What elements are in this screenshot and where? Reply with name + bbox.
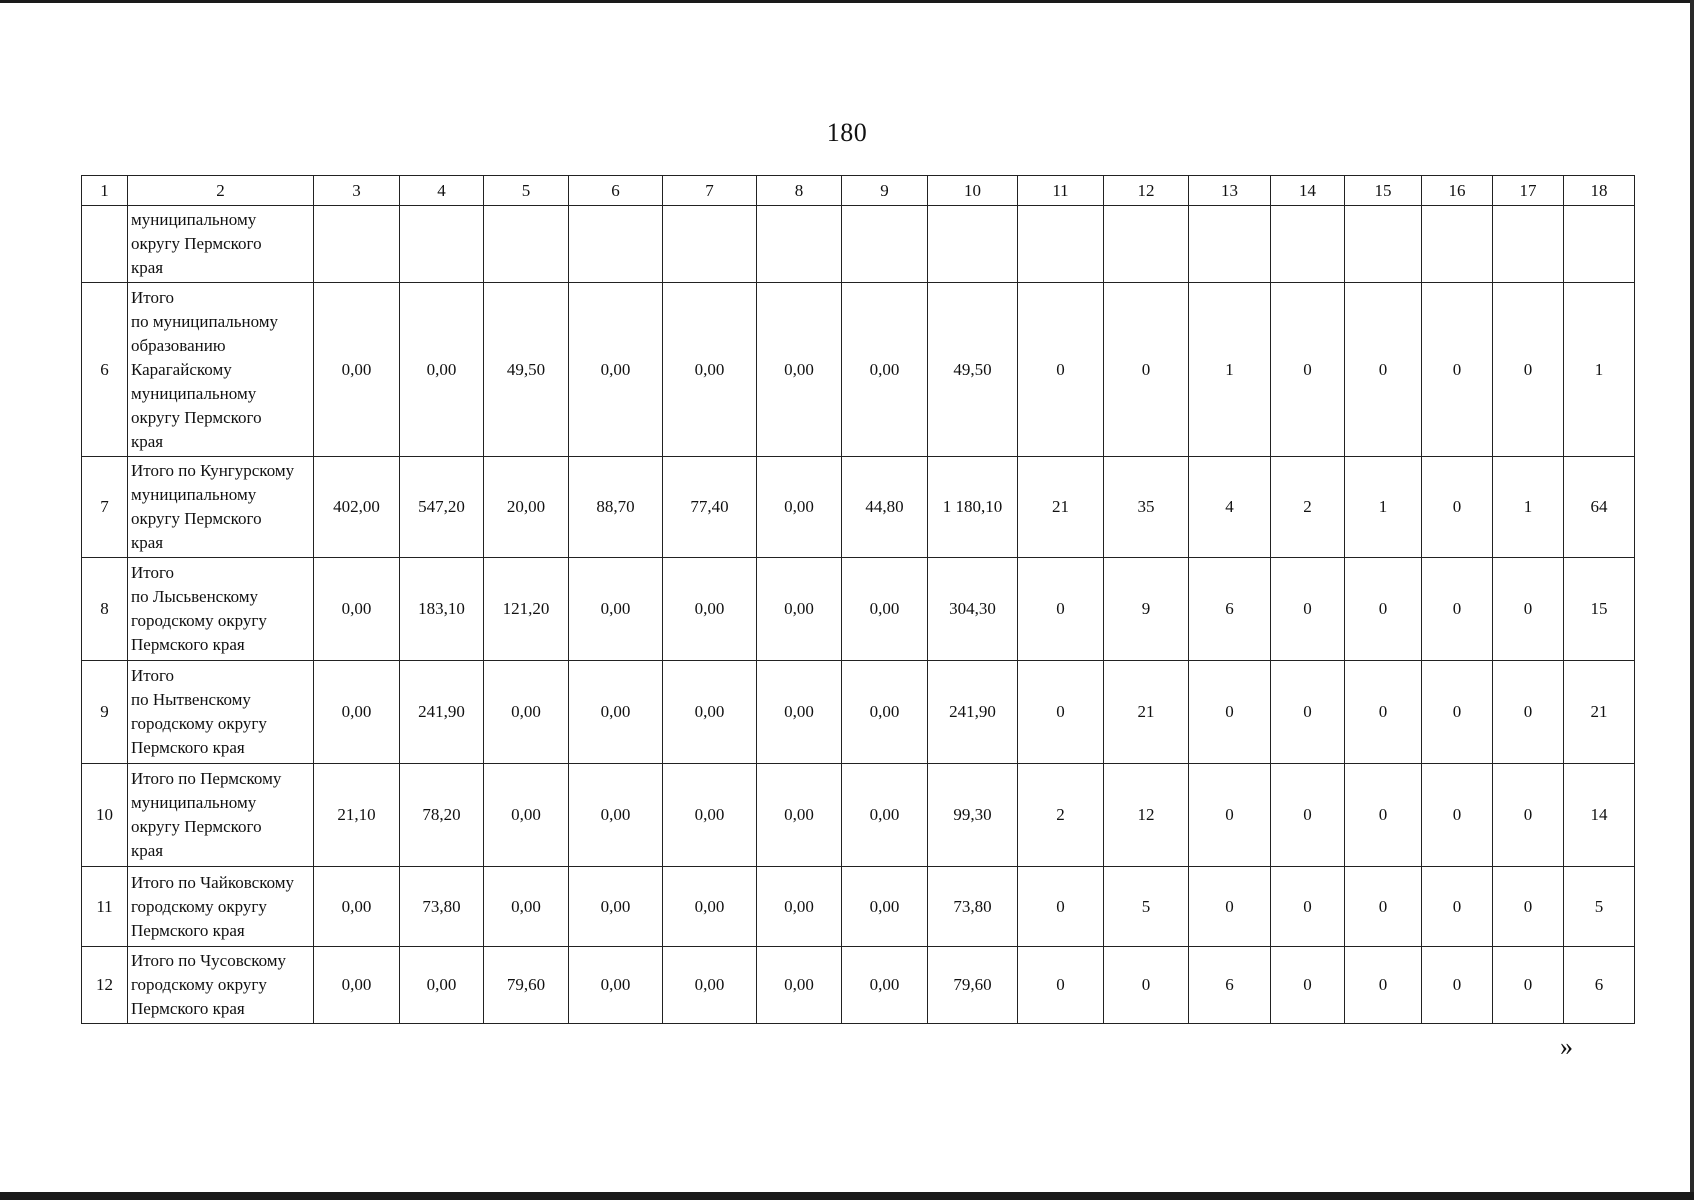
value-cell-col-3: 0,00 [314, 283, 400, 457]
column-number-row [82, 176, 1635, 206]
column-header: 4 [400, 176, 484, 206]
value-cell-col-8: 0,00 [757, 558, 842, 661]
value-cell-col-12: 0 [1104, 283, 1189, 457]
row-name-cell: муниципальному округу Пермского края [128, 206, 314, 283]
page-number: 180 [826, 118, 868, 147]
value-cell-col-5: 121,20 [484, 558, 569, 661]
value-cell-col-17: 0 [1493, 867, 1564, 947]
column-header: 1 [82, 176, 128, 206]
value-cell-col-17: 1 [1493, 457, 1564, 558]
continuation-mark: » [1560, 1032, 1573, 1061]
value-cell-col-13: 6 [1189, 947, 1271, 1024]
value-cell-col-14: 0 [1271, 764, 1345, 867]
value-cell-col-14: 0 [1271, 947, 1345, 1024]
table-row [82, 457, 1635, 558]
value-cell-col-3: 402,00 [314, 457, 400, 558]
value-cell-col-9: 0,00 [842, 867, 928, 947]
row-number-cell: 9 [82, 661, 128, 764]
value-cell-col-11 [1018, 206, 1104, 283]
value-cell-col-7: 77,40 [663, 457, 757, 558]
value-cell-col-11: 0 [1018, 283, 1104, 457]
column-header: 11 [1018, 176, 1104, 206]
scan-edge-top [0, 0, 1694, 3]
value-cell-col-8: 0,00 [757, 764, 842, 867]
column-header: 13 [1189, 176, 1271, 206]
value-cell-col-15: 0 [1345, 283, 1422, 457]
value-cell-col-9: 0,00 [842, 558, 928, 661]
row-name-cell: Итого по Нытвенскому городскому округу Пермского края [128, 661, 314, 764]
value-cell-col-12: 12 [1104, 764, 1189, 867]
value-cell-col-15: 0 [1345, 558, 1422, 661]
table-row [82, 206, 1635, 283]
value-cell-col-4: 0,00 [400, 283, 484, 457]
value-cell-col-4: 547,20 [400, 457, 484, 558]
value-cell-col-17: 0 [1493, 558, 1564, 661]
value-cell-col-11: 0 [1018, 558, 1104, 661]
value-cell-col-16: 0 [1422, 283, 1493, 457]
value-cell-col-18: 1 [1564, 283, 1635, 457]
value-cell-col-11: 0 [1018, 867, 1104, 947]
value-cell-col-10: 73,80 [928, 867, 1018, 947]
value-cell-col-12: 35 [1104, 457, 1189, 558]
value-cell-col-8: 0,00 [757, 947, 842, 1024]
value-cell-col-5: 49,50 [484, 283, 569, 457]
value-cell-col-6: 0,00 [569, 947, 663, 1024]
value-cell-col-8: 0,00 [757, 661, 842, 764]
value-cell-col-18: 21 [1564, 661, 1635, 764]
value-cell-col-8: 0,00 [757, 457, 842, 558]
value-cell-col-15: 0 [1345, 947, 1422, 1024]
value-cell-col-8: 0,00 [757, 283, 842, 457]
value-cell-col-15 [1345, 206, 1422, 283]
column-header: 14 [1271, 176, 1345, 206]
value-cell-col-4: 241,90 [400, 661, 484, 764]
value-cell-col-14: 0 [1271, 661, 1345, 764]
value-cell-col-4: 0,00 [400, 947, 484, 1024]
value-cell-col-14: 0 [1271, 283, 1345, 457]
value-cell-col-6: 0,00 [569, 558, 663, 661]
value-cell-col-6: 0,00 [569, 283, 663, 457]
value-cell-col-5: 0,00 [484, 867, 569, 947]
value-cell-col-16: 0 [1422, 661, 1493, 764]
column-header: 9 [842, 176, 928, 206]
value-cell-col-15: 0 [1345, 661, 1422, 764]
column-header: 17 [1493, 176, 1564, 206]
table-body [82, 206, 1635, 1024]
value-cell-col-12: 0 [1104, 947, 1189, 1024]
value-cell-col-8 [757, 206, 842, 283]
data-table [81, 175, 1635, 1024]
value-cell-col-4: 73,80 [400, 867, 484, 947]
row-number-cell: 12 [82, 947, 128, 1024]
value-cell-col-16: 0 [1422, 947, 1493, 1024]
column-header: 10 [928, 176, 1018, 206]
value-cell-col-17: 0 [1493, 947, 1564, 1024]
row-number-cell: 8 [82, 558, 128, 661]
value-cell-col-16: 0 [1422, 867, 1493, 947]
value-cell-col-11: 21 [1018, 457, 1104, 558]
value-cell-col-6 [569, 206, 663, 283]
value-cell-col-9: 0,00 [842, 661, 928, 764]
value-cell-col-17: 0 [1493, 764, 1564, 867]
value-cell-col-3: 0,00 [314, 947, 400, 1024]
value-cell-col-9: 0,00 [842, 283, 928, 457]
value-cell-col-3: 0,00 [314, 558, 400, 661]
value-cell-col-13 [1189, 206, 1271, 283]
row-number-cell: 6 [82, 283, 128, 457]
row-name-cell: Итого по Кунгурскому муниципальному округу Пермского края [128, 457, 314, 558]
value-cell-col-10: 1 180,10 [928, 457, 1018, 558]
value-cell-col-12: 5 [1104, 867, 1189, 947]
row-name-cell: Итого по муниципальному образованию Карагайскому муниципальному округу Пермского края [128, 283, 314, 457]
row-name-cell: Итого по Чусовскому городскому округу Пермского края [128, 947, 314, 1024]
column-header: 5 [484, 176, 569, 206]
scan-edge-right [1690, 0, 1694, 1200]
value-cell-col-16: 0 [1422, 764, 1493, 867]
value-cell-col-5: 20,00 [484, 457, 569, 558]
value-cell-col-15: 1 [1345, 457, 1422, 558]
value-cell-col-13: 4 [1189, 457, 1271, 558]
table-row [82, 661, 1635, 764]
row-number-cell: 10 [82, 764, 128, 867]
value-cell-col-7 [663, 206, 757, 283]
value-cell-col-12: 9 [1104, 558, 1189, 661]
value-cell-col-18: 5 [1564, 867, 1635, 947]
value-cell-col-6: 0,00 [569, 661, 663, 764]
value-cell-col-11: 2 [1018, 764, 1104, 867]
table-row [82, 764, 1635, 867]
value-cell-col-5 [484, 206, 569, 283]
value-cell-col-18: 64 [1564, 457, 1635, 558]
value-cell-col-7: 0,00 [663, 947, 757, 1024]
row-name-cell: Итого по Чайковскому городскому округу Пермского края [128, 867, 314, 947]
value-cell-col-11: 0 [1018, 947, 1104, 1024]
value-cell-col-17: 0 [1493, 661, 1564, 764]
value-cell-col-17: 0 [1493, 283, 1564, 457]
column-header: 2 [128, 176, 314, 206]
column-header: 16 [1422, 176, 1493, 206]
table-row [82, 867, 1635, 947]
value-cell-col-10: 79,60 [928, 947, 1018, 1024]
value-cell-col-4 [400, 206, 484, 283]
row-number-cell: 7 [82, 457, 128, 558]
value-cell-col-12 [1104, 206, 1189, 283]
value-cell-col-6: 0,00 [569, 867, 663, 947]
value-cell-col-7: 0,00 [663, 661, 757, 764]
table-row [82, 947, 1635, 1024]
value-cell-col-13: 6 [1189, 558, 1271, 661]
value-cell-col-10: 49,50 [928, 283, 1018, 457]
value-cell-col-14: 0 [1271, 558, 1345, 661]
value-cell-col-14 [1271, 206, 1345, 283]
value-cell-col-5: 0,00 [484, 764, 569, 867]
value-cell-col-9 [842, 206, 928, 283]
column-header: 8 [757, 176, 842, 206]
value-cell-col-3: 21,10 [314, 764, 400, 867]
value-cell-col-4: 78,20 [400, 764, 484, 867]
value-cell-col-16: 0 [1422, 457, 1493, 558]
value-cell-col-6: 0,00 [569, 764, 663, 867]
value-cell-col-8: 0,00 [757, 867, 842, 947]
value-cell-col-18: 14 [1564, 764, 1635, 867]
value-cell-col-18: 6 [1564, 947, 1635, 1024]
value-cell-col-18: 15 [1564, 558, 1635, 661]
value-cell-col-4: 183,10 [400, 558, 484, 661]
column-header: 7 [663, 176, 757, 206]
value-cell-col-13: 0 [1189, 661, 1271, 764]
value-cell-col-14: 2 [1271, 457, 1345, 558]
column-header: 6 [569, 176, 663, 206]
value-cell-col-7: 0,00 [663, 867, 757, 947]
value-cell-col-3 [314, 206, 400, 283]
value-cell-col-7: 0,00 [663, 558, 757, 661]
value-cell-col-7: 0,00 [663, 283, 757, 457]
value-cell-col-10 [928, 206, 1018, 283]
value-cell-col-6: 88,70 [569, 457, 663, 558]
row-name-cell: Итого по Лысьвенскому городскому округу Пермского края [128, 558, 314, 661]
value-cell-col-9: 44,80 [842, 457, 928, 558]
value-cell-col-11: 0 [1018, 661, 1104, 764]
value-cell-col-16 [1422, 206, 1493, 283]
value-cell-col-14: 0 [1271, 867, 1345, 947]
value-cell-col-17 [1493, 206, 1564, 283]
value-cell-col-9: 0,00 [842, 764, 928, 867]
value-cell-col-10: 304,30 [928, 558, 1018, 661]
scan-edge-bottom [0, 1192, 1694, 1200]
column-header: 18 [1564, 176, 1635, 206]
row-number-cell: 11 [82, 867, 128, 947]
value-cell-col-16: 0 [1422, 558, 1493, 661]
table-row [82, 558, 1635, 661]
value-cell-col-7: 0,00 [663, 764, 757, 867]
value-cell-col-12: 21 [1104, 661, 1189, 764]
value-cell-col-18 [1564, 206, 1635, 283]
column-header: 15 [1345, 176, 1422, 206]
value-cell-col-3: 0,00 [314, 867, 400, 947]
value-cell-col-10: 99,30 [928, 764, 1018, 867]
column-header: 3 [314, 176, 400, 206]
value-cell-col-15: 0 [1345, 764, 1422, 867]
value-cell-col-13: 0 [1189, 764, 1271, 867]
value-cell-col-5: 0,00 [484, 661, 569, 764]
row-name-cell: Итого по Пермскому муниципальному округу Пермского края [128, 764, 314, 867]
value-cell-col-10: 241,90 [928, 661, 1018, 764]
column-header: 12 [1104, 176, 1189, 206]
value-cell-col-13: 1 [1189, 283, 1271, 457]
value-cell-col-9: 0,00 [842, 947, 928, 1024]
table-row [82, 283, 1635, 457]
value-cell-col-13: 0 [1189, 867, 1271, 947]
value-cell-col-3: 0,00 [314, 661, 400, 764]
value-cell-col-5: 79,60 [484, 947, 569, 1024]
value-cell-col-15: 0 [1345, 867, 1422, 947]
row-number-cell [82, 206, 128, 283]
